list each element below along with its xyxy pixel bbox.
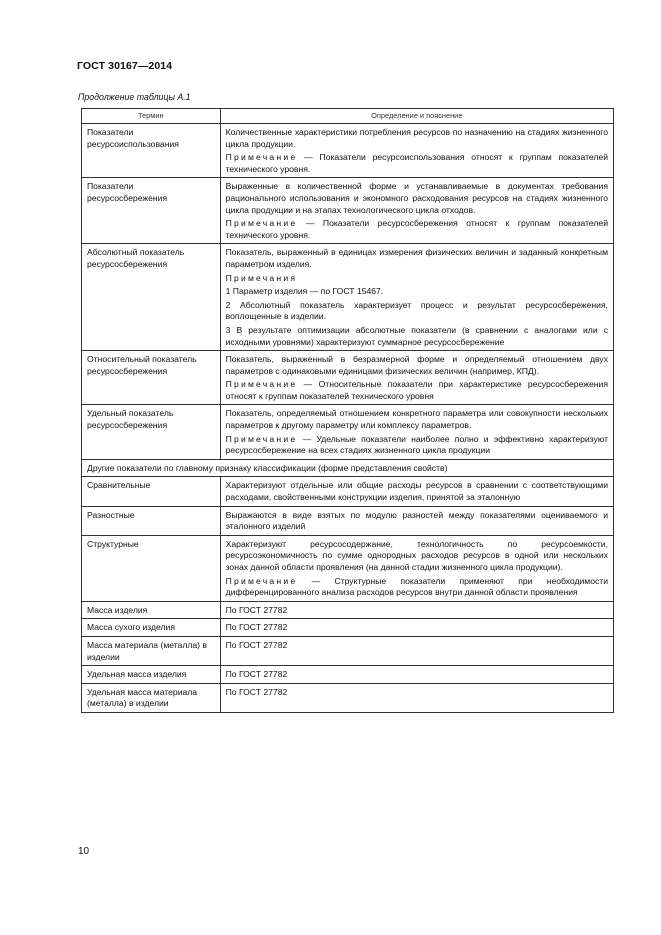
definition-cell	[220, 666, 613, 684]
table-row	[82, 405, 614, 459]
table-row	[82, 601, 614, 619]
page-number: 10	[78, 846, 90, 857]
table-row	[82, 244, 614, 351]
definition-cell	[220, 636, 613, 665]
definition-text: По ГОСТ 27782	[225, 604, 288, 615]
term-cell: Масса изделия	[82, 601, 221, 619]
note-item: 3 В результате оптимизации абсолютные показатели (в сравнении с аналогами или с исходными уровнями) характеризуют суммарное ресурсосбережение	[225, 324, 608, 347]
definition-cell	[220, 244, 613, 351]
definition-cell	[220, 178, 613, 244]
definition-cell	[220, 506, 613, 535]
definition-text: По ГОСТ 27782	[225, 622, 288, 633]
term-cell: Показатели ресурсосбережения	[82, 178, 221, 244]
term-cell: Структурные	[82, 535, 221, 601]
definition-text: Показатель, определяемый отношением конкретного параметра или совокупности нескольких параметров к другому параметру или комплексу параметров.	[225, 408, 608, 431]
table-row	[82, 683, 614, 712]
term-cell: Масса материала (металла) в изделии	[82, 636, 221, 665]
table-row	[82, 124, 614, 178]
definition-cell	[220, 619, 613, 637]
section-row	[82, 459, 614, 477]
term-cell: Масса сухого изделия	[82, 619, 221, 637]
table-caption: Продолжение таблицы А.1	[78, 92, 191, 102]
table-row	[82, 506, 614, 535]
term-cell: Абсолютный показатель ресурсосбережения	[82, 244, 221, 351]
note-label: Примечание	[225, 152, 298, 163]
definition-text: По ГОСТ 27782	[225, 639, 288, 650]
column-header-definition: Определение и пояснение	[220, 109, 613, 124]
table-row	[82, 178, 614, 244]
table-row	[82, 636, 614, 665]
definition-text: Показатель, выраженный в безразмерной форме и определяемый отношением двух параметров с одинаковыми единицами физических величин (например, КПД).	[225, 354, 608, 376]
definition-text: Характеризуют ресурсосодержание, технологичность по ресурсоемкости, ресурсоэкономичность по сумме однородных расходов ресурсов в одной или нескольких зонах данной области проявления (на данной стадии жизненного цикла продукции).	[225, 538, 608, 572]
note	[226, 434, 608, 457]
definition-cell	[220, 535, 613, 601]
definition-text: Выраженные в количественной форме и устанавливаемые в документах требования рационального использования и экономного расходования ресурсов на стадиях жизненного цикла продукции и на этапах технологического цикла отходов.	[225, 181, 608, 215]
term-cell: Удельная масса изделия	[82, 666, 221, 684]
table-row	[82, 619, 614, 637]
definition-cell	[220, 124, 613, 178]
note-label: Примечание	[225, 575, 298, 586]
definition-cell	[220, 351, 613, 405]
definition-cell	[220, 601, 613, 619]
notes-label: Примечания	[225, 272, 298, 283]
note-label: Примечание	[225, 379, 298, 390]
note-label: Примечание	[225, 218, 298, 229]
definition-cell	[220, 683, 613, 712]
table-header-row	[82, 109, 614, 124]
table-row	[82, 535, 614, 601]
note-text: — Показатели ресурсоиспользования относят к группам показателей технического уровня.	[225, 152, 608, 174]
table-row	[82, 666, 614, 684]
definition-text: Характеризуют отдельные или общие расходы ресурсов в сравнении с соответствующими расходами, свойственными конструкции изделия, принятой за эталонную	[225, 480, 608, 503]
table-row	[82, 351, 614, 405]
note-item: 1 Параметр изделия — по ГОСТ 15467.	[225, 286, 384, 297]
term-cell: Разностные	[82, 506, 221, 535]
document-id: ГОСТ 30167—2014	[77, 60, 173, 72]
term-cell: Удельный показатель ресурсосбережения	[82, 405, 221, 459]
note-text: — Относительные показатели при характеристике ресурсосбережения относят к группам показателей технического уровня	[225, 379, 608, 401]
note-text: — Структурные показатели применяют при необходимости дифференцированного анализа расходов ресурсов внутри данной области проявления	[225, 575, 609, 598]
term-cell: Относительный показатель ресурсосбережения	[82, 351, 221, 405]
column-header-term: Термин	[82, 109, 221, 124]
term-cell: Удельная масса материала (металла) в изделии	[82, 683, 221, 712]
table-row	[82, 477, 614, 506]
definition-text: Выражаются в виде взятых по модулю разностей между показателями оцениваемого и эталонного изделий	[225, 509, 608, 532]
note	[226, 218, 608, 241]
definition-text: Показатель, выраженный в единицах измерения физических величин и заданный конкретным параметром изделия.	[225, 247, 608, 269]
definition-cell	[220, 477, 613, 506]
terms-table	[81, 108, 614, 713]
definition-text: Количественные характеристики потребления ресурсов по назначению на стадиях жизненного цикла продукции.	[225, 127, 608, 149]
note	[226, 379, 608, 402]
note	[226, 576, 608, 599]
definition-cell	[220, 405, 613, 459]
note-label: Примечание	[225, 433, 298, 444]
definition-text: По ГОСТ 27782	[225, 669, 288, 680]
note-text: — Удельные показатели наиболее полно и эффективно характеризуют ресурсосбережение на всех стадиях жизненного цикла продукции	[225, 433, 609, 456]
note-item: 2 Абсолютный показатель характеризует процесс и результат ресурсосбережения, воплощенные в изделии.	[225, 299, 608, 322]
definition-text: По ГОСТ 27782	[225, 686, 288, 697]
section-heading: Другие показатели по главному признаку классификации (форме представления свойств)	[82, 459, 614, 477]
term-cell: Сравнительные	[82, 477, 221, 506]
note	[226, 152, 608, 175]
note-text: — Показатели ресурсосбережения относят к группам показателей технического уровня.	[225, 218, 608, 240]
term-cell: Показатели ресурсоиспользования	[82, 124, 221, 178]
